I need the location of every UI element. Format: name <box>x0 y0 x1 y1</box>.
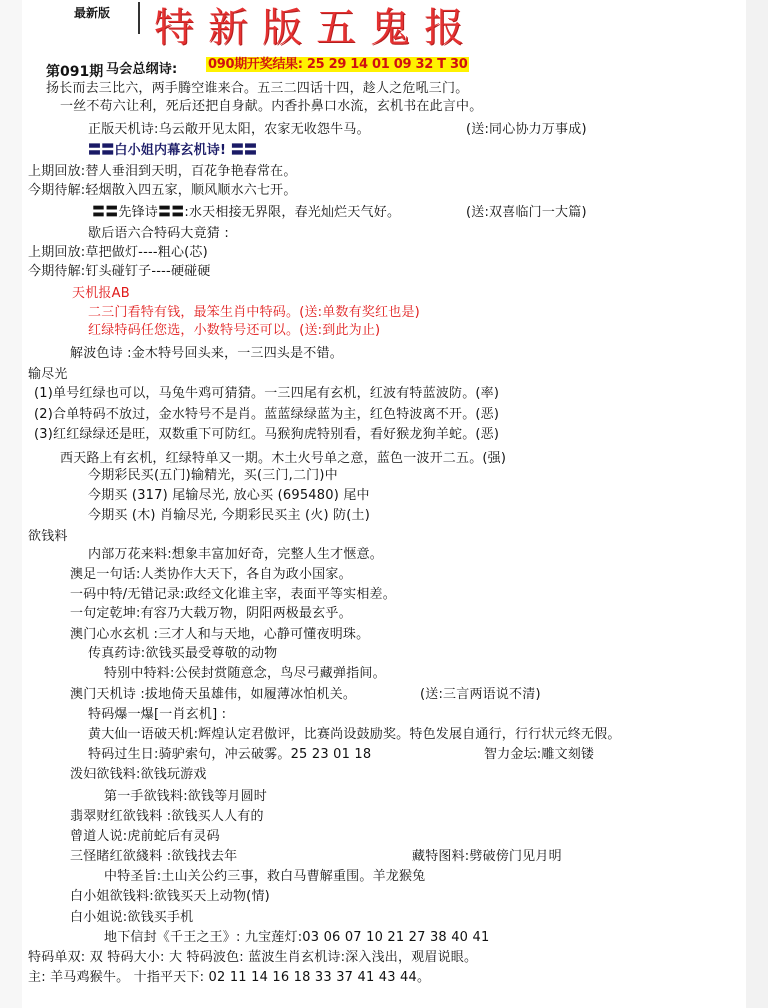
yuqianliao-line-1: 内部万花来料:想象丰富加好奇，完整人生才惬意。 <box>88 547 383 562</box>
shujinguang-line-7: 今期买 (木) 肖输尽光, 今期彩民买主 (火) 防(土) <box>88 508 371 523</box>
jiebose-poem: 解波色诗 :金木特号回头来，一三四头是不错。 <box>70 346 343 361</box>
banner-divider <box>138 2 140 34</box>
baixiaojie-last-review: 上期回放:替人垂泪到天明，百花争艳春常在。 <box>28 164 297 179</box>
shujinguang-line-5: 今期彩民买(五门)输精光，买(三门,二门)中 <box>88 468 338 483</box>
yuqianliao-line-7: 特别中特料:公侯封赏随意念，鸟尽弓藏弹指间。 <box>104 666 386 681</box>
sanguai-line: 三怪睹红欲綫料 :欲钱找去年 <box>70 849 238 864</box>
yuqianliao-line-4: 一句定乾坤:有容乃大载万物，阴阳两极最玄乎。 <box>70 606 352 621</box>
tianjibao-line-1: 二三门看特有钱，最笨生肖中特码。(送:单数有奖红也是) <box>88 305 420 320</box>
poem-line-1: 扬长而去三比六，两手腾空谁来合。五三二四话十四，趁人之危吼三门。 <box>46 81 469 96</box>
yuqianliao-line-6: 传真药诗:欲钱买最受尊敬的动物 <box>88 646 278 661</box>
footer-line-2: 主: 羊马鸡猴牛。 十指平天下: 02 11 14 16 18 33 37 41 43 44。 <box>28 970 431 985</box>
poem-line-2: 一丝不苟六让利，死后还把自身献。内香扑鼻口水流，玄机书在此言中。 <box>60 99 483 114</box>
tema-baoyibao: 特码爆一爆[一肖玄机] : <box>88 707 227 722</box>
baixiaojie-say-line: 白小姐说:欲钱买手机 <box>70 910 194 925</box>
total-poem-label: 马会总纲诗: <box>106 62 178 77</box>
pofu-line: 泼妇欲钱料:欲钱玩游戏 <box>70 767 207 782</box>
xiehouyu-last-review: 上期回放:草把做灯----粗心(芯) <box>28 245 208 260</box>
shujinguang-line-6: 今期买 (317) 尾输尽光, 放心买 (695480) 尾中 <box>88 488 370 503</box>
tema-birthday: 特码过生日:骑驴索句，冲云破雾。25 23 01 18 <box>88 747 372 762</box>
yuqianliao-title: 欲钱料 <box>28 529 68 544</box>
yuqianliao-line-5: 澳门心水玄机 :三才人和与天地，心静可懂夜明珠。 <box>70 627 370 642</box>
shujinguang-item-3: (3)红红绿绿还是旺，双数重下可防红。马猴狗虎特别看，看好猴龙狗羊蛇。(恶) <box>34 427 500 442</box>
zengdaoren-line: 曾道人说:虎前蛇后有灵码 <box>70 829 220 844</box>
xianfeng-poem: 〓〓先锋诗〓〓:水天相接无界限，春光灿烂天气好。 <box>92 205 401 220</box>
zhengban-poem: 正版天机诗:乌云敞开见太阳，农家无收怨牛马。 <box>88 122 370 137</box>
shujinguang-item-1: (1)单号红绿也可以，马兔牛鸡可猜猜。一三四尾有玄机，红波有特蓝波防。(率) <box>34 386 500 401</box>
footer-line-1: 特码单双: 双 特码大小: 大 特码波色: 蓝波生肖玄机诗:深入浅出，观眉说眼。 <box>28 950 478 965</box>
zhili-jintan: 智力金坛:雕文刻镂 <box>484 747 595 762</box>
left-margin-shade <box>0 0 22 1008</box>
yuqianliao-line-2: 澳足一句话:人类协作大天下，各自为政小国家。 <box>70 567 352 582</box>
aomen-tianji-send: (送:三言两语说不清) <box>420 687 541 702</box>
tianjibao-title: 天机报AB <box>72 286 130 301</box>
huangdaxian-line: 黄大仙一语破天机:辉煌认定君傲评，比赛尚设鼓励奖。特色发展自通行，行行状元终无假。 <box>88 727 621 742</box>
shujinguang-title: 输尽光 <box>28 367 68 382</box>
right-margin-shade <box>746 0 768 1008</box>
shujinguang-line-4: 西天路上有玄机，红绿特单又一期。木土火号单之意，蓝色一波开二五。(强) <box>60 451 507 466</box>
last-result-banner: 090期开奖结果: 25 29 14 01 09 32 T 30 <box>208 57 468 72</box>
zhongte-line: 中特圣旨:土山关公约三事，救白马曹解重围。羊龙猴兔 <box>104 869 426 884</box>
shujinguang-item-2: (2)合单特码不放过，金水特号不是肖。蓝蓝绿绿蓝为主，红色特波离不开。(恶) <box>34 407 500 422</box>
aomen-tianji-poem: 澳门天机诗 :拔地倚天虽雄伟，如履薄冰怕机关。 <box>70 687 357 702</box>
baixiaojie-money-line: 白小姐欲钱料:欲钱买天上动物(情) <box>70 889 270 904</box>
yuqianliao-line-3: 一码中特/无错记录:政经文化谁主宰，表面平等实相差。 <box>70 587 396 602</box>
dixia-xinfeng-line: 地下信封《千王之王》: 九宝莲灯:03 06 07 10 21 27 38 40 41 <box>104 930 490 945</box>
diyishou-line: 第一手欲钱料:欲钱等月圆时 <box>104 789 267 804</box>
baixiaojie-title: 〓〓白小姐内幕玄机诗! 〓〓 <box>88 143 258 158</box>
page-title: 特新版五鬼报 <box>154 5 478 51</box>
xiehouyu-title: 歇后语六合特码大竟猜 : <box>88 226 229 241</box>
baixiaojie-this-wait: 今期待解:轻烟散入四五家，顺风顺水六七开。 <box>28 183 297 198</box>
edition-label: 最新版 <box>74 6 111 20</box>
zhengban-send: (送:同心协力万事成) <box>466 122 587 137</box>
tianjibao-line-2: 红绿特码任您选，小数特号还可以。(送:到此为止) <box>88 323 381 338</box>
xiehouyu-this-wait: 今期待解:钉头碰钉子----硬碰硬 <box>28 264 211 279</box>
feicui-line: 翡翠财红欲钱料 :欲钱买人人有的 <box>70 809 264 824</box>
period-number: 第091期 <box>46 64 104 80</box>
xianfeng-send: (送:双喜临门一大篇) <box>466 205 587 220</box>
cangte-line: 藏特图料:劈破傍门见月明 <box>412 849 562 864</box>
